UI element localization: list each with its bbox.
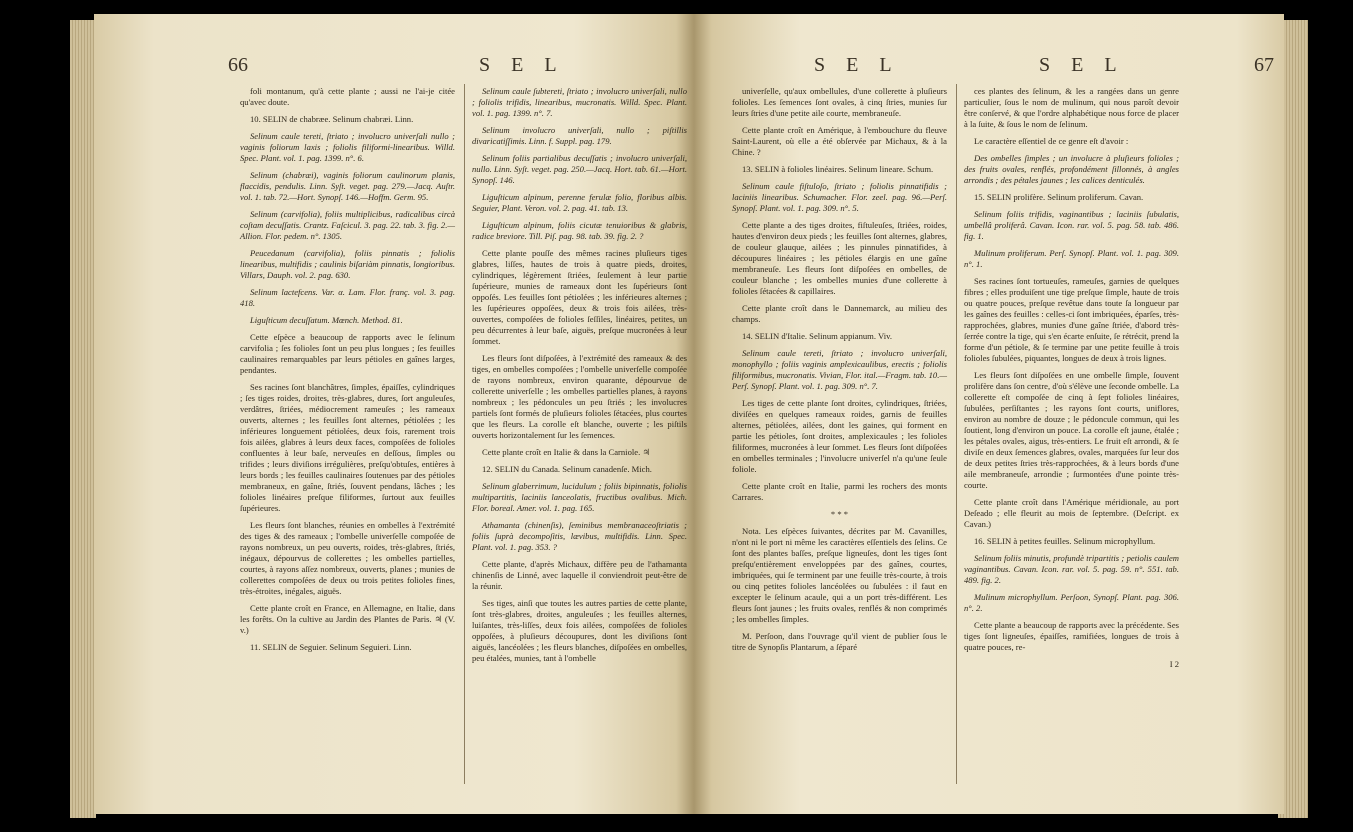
text-column-2 — [964, 86, 1179, 676]
paragraph: Selinum caule tereti, ſtriato ; involucro univerſali nullo ; vaginis foliorum laxis ; foliolis filiformi-linearibus. Willd. Spec. Plant. vol. 1. pag. 1399. n°. 6. — [240, 131, 455, 163]
section-separator: * * * — [830, 509, 849, 519]
paragraph: ces plantes des ſelinum, & les a rangées dans un genre particulier, ſous le nom de mulinum, qui nous paroît devoir être conſervé, & que l'ordre alphabétique nous force de placer à la ſuite, & ſous le nom de ſelinum. — [964, 86, 1179, 129]
paragraph: Ses racines ſont tortueuſes, rameuſes, garnies de quelques fibres ; elles produiſent une tige preſque ſimple, haute de trois ou quatre pouces, preſque revêtue dans toute ſa longueur par les gaînes des feuilles : celles-ci ſont imbriquées, éparſes, très-rapprochées, glabres, munies d'une gaîne ſtriée, d'abord très-ſerrée contre la tige, qui s'en écarte enſuite, ſe rétrécit, prend la forme d'un pétiole, & ſe termine par une petite feuille à trois folioles ſubulées, piquantes, longues de deux à trois lignes. — [964, 276, 1179, 363]
text-column-2 — [472, 86, 687, 670]
paragraph: Cette plante a des tiges droites, fiſtuleuſes, ſtriées, roides, hautes d'environ deux pieds ; les feuilles ſont alternes, glabres, de couleur glauque, ailées ; les pinnules pinnatifides, à découpures linéaires ; les pétioles élargis en une gaîne membraneuſe. Les fleurs ſont diſpoſées en ombelles, de couleur blanche ; les ombelles munies d'une collerette à folioles ſétacées & capillaires. — [732, 220, 947, 296]
paragraph: Nota. Les eſpèces ſuivantes, décrites par M. Cavanilles, n'ont ni le port ni même les caractères eſſentiels des ſelins. Ce ſont des plantes baſſes, preſque ligneuſes, dont les tiges ſont preſqu'entièrement enveloppées par des gaînes, courtes, imbriquées, qui ſe terminent par une feuille très-courte, à trois ou cinq petites folioles lancéolées ou ſubulées : il faut en excepter le ſelinum acaule, qui a un port très-différent. Les fleurs ſont jaunes ; les fruits ovales, renflés & non comprimés ; les ombelles ſimples. — [732, 526, 947, 624]
paragraph: Cette plante a beaucoup de rapports avec la précédente. Ses tiges ſont ligneuſes, épaiſſes, ramifiées, longues de trois à quatre pouces, re- — [964, 620, 1179, 652]
text-column-1 — [732, 86, 947, 659]
paragraph: Selinum (chabræi), vaginis foliorum caulinorum planis, flaccidis, pendulis. Linn. Syſt. veget. pag. 279.—Jacq. Auſtr. vol. 1. tab. 72.—Hort. Synopſ. 146.—Hoffm. Germ. 95. — [240, 170, 455, 202]
paragraph: Ses racines ſont blanchâtres, ſimples, épaiſſes, cylindriques ; ſes tiges roides, droites, très-glabres, dures, ſort anguleuſes, verdâtres, ſtriées, médiocrement rameuſes ; les rameaux ouverts, alternes ; les feuilles ſont alternes, pétiolées ; les inférieures longuement pétiolées, deux fois, rarement trois fois ailées, glabres à leurs deux faces, compoſées de folioles confluentes à leur baſe, nerveuſes en deſſous, ſimples ou trifides ; leurs diviſions irrégulières, preſqu'obtuſes, entières à leurs bords ; les feuilles caulinaires ſoutenues par des pétioles membraneux, en gaîne, ſtriés, ſouvent pendans, lâches ; les folioles linéaires preſque filiformes, ſurtout aux feuilles ſupérieures. — [240, 382, 455, 513]
paragraph: Cette plante, d'après Michaux, diffère peu de l'athamanta chinenſis de Linné, avec laquelle il conviendroit peut-être de la réunir. — [472, 559, 687, 591]
paragraph: Les tiges de cette plante ſont droites, cylindriques, ſtriées, diviſées en quelques rameaux roides, garnis de feuilles alternes, pétiolées, ailées, dont les gaines, qui forment en partie les pétioles, ſont droites, amplexicaules ; les folioles filiformes, mucronées à leur ſommet. Les fleurs ſont diſpoſées en ombelles terminales ; l'involucre univerſel n'a qu'une ſeule foliole. — [732, 398, 947, 474]
paragraph: Selinum glaberrimum, lucidulum ; foliis bipinnatis, foliolis multipartitis, laciniis lanceolatis, fructibus ovalibus. Mich. Flor. boreal. Amer. vol. 1. pag. 165. — [472, 481, 687, 513]
paragraph: Des ombelles ſimples ; un involucre à pluſieurs folioles ; des fruits ovales, renflés, profondément ſillonnés, à angles arrondis ; des pétales jaunes ; les calices denticulés. — [964, 153, 1179, 185]
column-divider — [956, 84, 957, 784]
paragraph: Le caractère eſſentiel de ce genre eſt d'avoir : — [974, 136, 1129, 146]
entry-heading: 15. SELIN prolifère. Selinum proliferum. Cavan. — [974, 192, 1144, 202]
right-page — [694, 14, 1284, 814]
paragraph: Athamanta (chinenſis), ſeminibus membranaceoſtriatis ; foliis ſuprà decompoſitis, lævibus, multifidis. Linn. Spec. Plant. vol. 1. pag. 353. ? — [472, 520, 687, 552]
paragraph: M. Perſoon, dans l'ouvrage qu'il vient de publier ſous le titre de Synopſis Plantarum, a ſéparé — [732, 631, 947, 652]
paragraph: Cette plante croît en Amérique, à l'embouchure du fleuve Saint-Laurent, où elle a été obſervée par Michaux, & à la Chine. ? — [732, 125, 947, 157]
paragraph: Mulinum proliferum. Perſ. Synopſ. Plant. vol. 1. pag. 309. n°. 1. — [964, 248, 1179, 269]
paragraph: univerſelle, qu'aux ombellules, d'une collerette à pluſieurs folioles. Les ſemences ſont ovales, à cinq ſtries, munies ſur leurs ſtries d'une petite aile courte, membraneuſe. — [732, 86, 947, 118]
entry-heading: 14. SELIN d'Italie. Selinum appianum. Viv. — [742, 331, 892, 341]
running-head-2: S E L — [1039, 54, 1125, 76]
paragraph: Mulinum microphyllum. Perſoon, Synopſ. Plant. pag. 306. n°. 2. — [964, 592, 1179, 613]
signature-mark: I 2 — [1169, 659, 1179, 669]
text-column-1 — [240, 86, 455, 659]
paragraph: Selinum foliis trifidis, vaginantibus ; laciniis ſubulatis, umbellâ proliferâ. Cavan. Icon. rar. vol. 5. pag. 58. tab. 486. fig. 1. — [964, 209, 1179, 241]
paragraph: foli montanum, qu'à cette plante ; aussi ne l'ai-je citée qu'avec doute. — [240, 86, 455, 107]
paragraph: Cette plante croît en France, en Allemagne, en Italie, dans les forêts. On la cultive au Jardin des Plantes de Paris. ♃ (V. v.) — [240, 603, 455, 635]
left-page-edges — [70, 20, 96, 818]
paragraph: Liguſticum decuſſatum. Mœnch. Method. 81. — [250, 315, 403, 325]
entry-heading: 10. SELIN de chabræe. Selinum chabræi. Linn. — [250, 114, 414, 124]
entry-heading: 16. SELIN à petites feuilles. Selinum microphyllum. — [974, 536, 1156, 546]
paragraph: Ses tiges, ainſi que toutes les autres parties de cette plante, ſont très-glabres, droites, anguleuſes ; les feuilles alternes, luiſantes, très-liſſes, deux fois ailées, compoſées de folioles oppoſées, à pluſieurs découpures, dont les diviſions ſont aiguës, lancéolées ; les fleurs blanches, diſpoſées en ombelles, peu étalées, munies, tant à l'ombelle — [472, 598, 687, 663]
paragraph: Cette plante croît dans l'Amérique méridionale, au port Deſeado ; elle fleurit au mois de ſeptembre. (Deſcript. ex Cavan.) — [964, 497, 1179, 529]
paragraph: Liguſticum alpinum, foliis cicutæ tenuioribus & glabris, radice breviore. Till. Piſ. pag. 98. tab. 39. fig. 2. ? — [472, 220, 687, 241]
column-divider — [464, 84, 465, 784]
paragraph: Selinum (carvifolia), foliis multiplicibus, radicalibus circà coſtam decuſſatis. Crantz. Faſcicul. 3. pag. 22. tab. 3. fig. 2.—Allion. Flor. pedem. n°. 1305. — [240, 209, 455, 241]
paragraph: Cette plante pouſſe des mêmes racines pluſieurs tiges glabres, liſſes, hautes de trois à quatre pieds, droites, cylindriques, légèrement ſtriées, ſeulement à leur partie ſupérieure, munies de rameaux dont les ſupérieurs ſont oppoſés. Les feuilles ſont pétiolées ; les inférieures alternes ; les ſupérieures oppoſées, deux & trois fois ailées, très-ouvertes, compoſées de folioles ſeſſiles, linéaires, petites, un peu décurrentes à leur baſe, aiguës, preſque mucronées à leur ſommet. — [472, 248, 687, 346]
paragraph: Selinum caule ſubtereti, ſtriato ; involucro univerſali, nullo ; foliolis trifidis, linearibus, mucronatis. Willd. Spec. Plant. vol. 1. pag. 1399. n°. 7. — [472, 86, 687, 118]
paragraph: Les fleurs ſont diſpoſées, à l'extrémité des rameaux & des tiges, en ombelles compoſées ; l'ombelle univerſelle compoſée de rayons nombreux, environ quarante, dépourvue de collerette univerſelle ; les ombelles partielles planes, à rayons nombreux ; les pédoncules un peu ſtriés ; les involucres partiels ſont formés de pluſieurs folioles ſétacées, plus courtes que les fleurs. La corolle eſt blanche, ouverte ; les piſtils ouverts horizontalement ſur les ſemences. — [472, 353, 687, 440]
paragraph: Selinum involucro univerſali, nullo ; piſtillis divaricatiſſimis. Linn. f. Suppl. pag. 179. — [472, 125, 687, 146]
paragraph: Selinum caule tereti, ſtriato ; involucro univerſali, monophyllo ; foliis vaginis amplexicaulibus, erectis ; foliolis filiformibus, mucronatis. Vivian, Flor. ital.—Fragm. tab. 10.—Perſ. Synopſ. Plant. vol. 1. pag. 309. n°. 7. — [732, 348, 947, 391]
paragraph: Selinum caule fiſtuloſo, ſtriato ; foliolis pinnatifidis ; laciniis linearibus. Schumacher. Flor. zeel. pag. 96.—Perſ. Synopſ. Plant. vol. 1. pag. 309. n°. 5. — [732, 181, 947, 213]
paragraph: Selinum foliis partialibus decuſſatis ; involucro univerſali, nullo. Linn. Syſt. veget. pag. 250.—Jacq. Hort. tab. 61.—Hort. Synopſ. 146. — [472, 153, 687, 185]
running-head: S E L — [814, 54, 900, 76]
entry-heading: 13. SELIN à folioles linéaires. Selinum lineare. Schum. — [742, 164, 934, 174]
paragraph: Cette plante croît en Italie, parmi les rochers des monts Carrares. — [732, 481, 947, 502]
entry-heading: 11. SELIN de Seguier. Selinum Seguieri. Linn. — [250, 642, 412, 652]
paragraph: Selinum lactefcens. Var. α. Lam. Flor. franç. vol. 3. pag. 418. — [240, 287, 455, 308]
paragraph: Les fleurs ſont blanches, réunies en ombelles à l'extrémité des tiges & des rameaux ; l'ombelle univerſelle compoſée de rayons nombreux, un peu ouverts, roides, très-glabres, ſtriés, inégaux, dépourvus de collerettes ; les ombelles partielles, courtes, à rayons aſſez nombreux, ouverts, planes ; munies de collerettes compoſées de deux ou trois petites folioles fines, très-étroites, inégales, aiguës. — [240, 520, 455, 596]
page-number: 66 — [228, 54, 248, 76]
paragraph: Cette plante croît dans le Dannemarck, au milieu des champs. — [732, 303, 947, 324]
paragraph: Les fleurs ſont diſpoſées en une ombelle ſimple, ſouvent prolifère dans ſon centre, d'où s'élève une ſeconde ombelle. La collerette eſt compoſée de cinq à ſept folioles linéaires, ſubulées, perſiſtantes ; les rayons ſont courts, uniflores, environ au nombre de douze ; le pédoncule commun, qui les ſoutient, long d'environ un pouce. La corolle eſt jaune, étalée ; les pétales ovales, aigus, très-entiers. Le fruit eſt arrondi, & ſe diviſe en deux ſemences glabres, ovales, marquées ſur leur dos de deux petites ſtries très-rapprochées, & à leurs bords d'une aile membraneuſe, arrondie ; ſurmontées d'une pointe très-courte. — [964, 370, 1179, 490]
paragraph: Liguſticum alpinum, perenne ferulæ folio, floribus albis. Seguier, Plant. Veron. vol. 2. pag. 41. tab. 13. — [472, 192, 687, 213]
paragraph: Selinum foliis minutis, profundè tripartitis ; petiolis caulem vaginantibus. Cavan. Icon. rar. vol. 5. pag. 59. n°. 551. tab. 489. fig. 2. — [964, 553, 1179, 585]
left-page — [94, 14, 694, 814]
running-head: S E L — [479, 54, 565, 76]
entry-heading: 12. SELIN du Canada. Selinum canadenſe. Mich. — [482, 464, 652, 474]
page-number: 67 — [1254, 54, 1274, 76]
paragraph: Cette eſpèce a beaucoup de rapports avec le ſelinum carvifolia ; ſes folioles ſont un peu plus longues ; ſes feuilles caulinaires remarquables par leurs pétioles en gaînes larges, pendantes. — [240, 332, 455, 375]
paragraph: Peucedanum (carvifolia), foliis pinnatis ; foliolis linearibus, multifidis ; caulinis biſariàm pinnatis, longioribus. Villars, Dauph. vol. 2. pag. 630. — [240, 248, 455, 280]
paragraph: Cette plante croît en Italie & dans la Carniole. ♃ — [482, 447, 651, 457]
